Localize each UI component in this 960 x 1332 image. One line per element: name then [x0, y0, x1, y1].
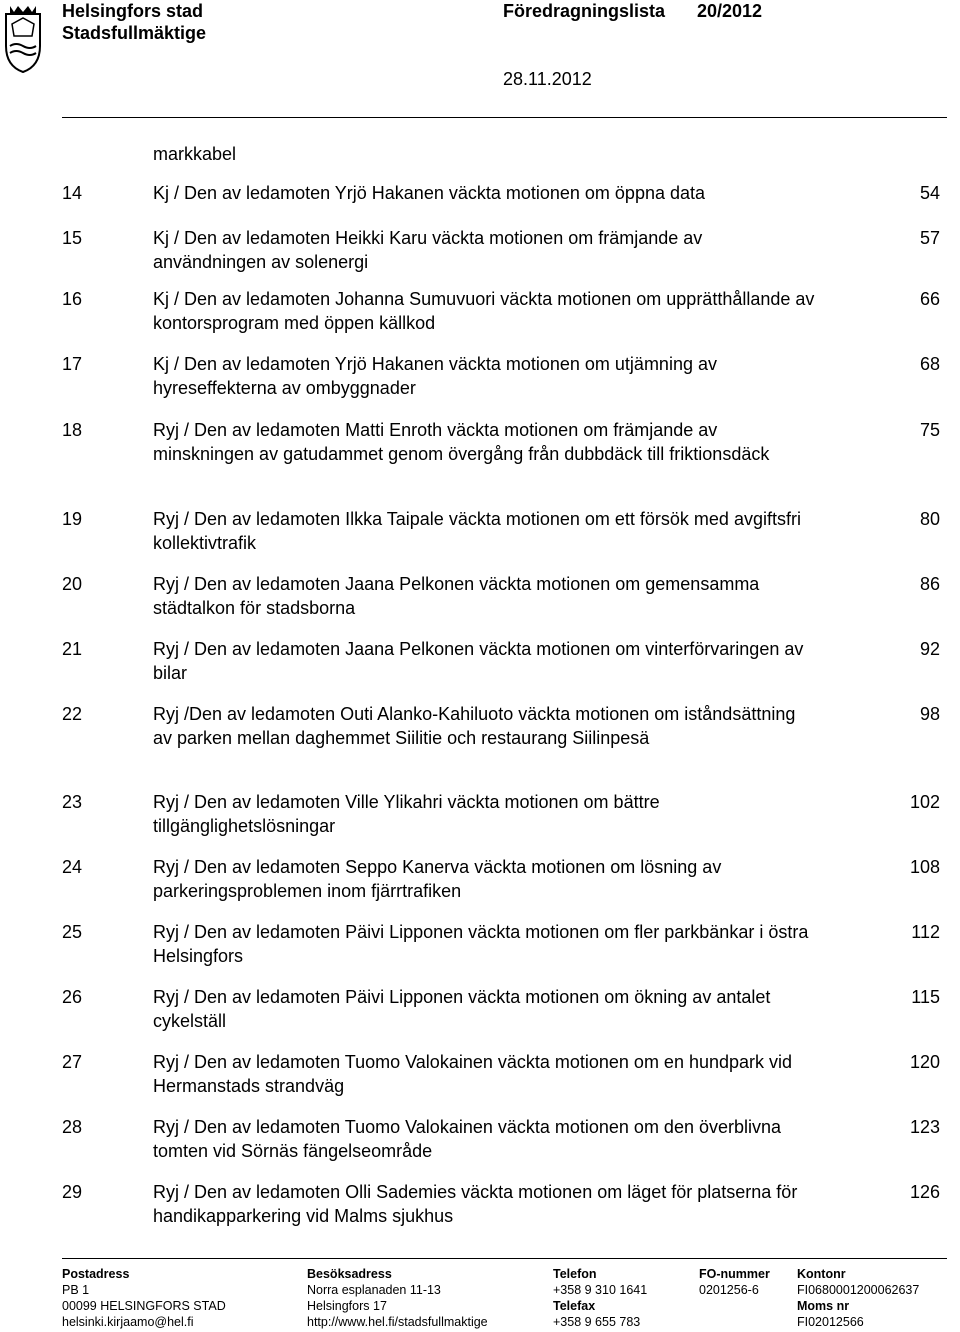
agenda-item-page: 123	[909, 1117, 940, 1137]
moms-label: Moms nr	[797, 1299, 850, 1313]
agenda-item-number: 15	[62, 228, 83, 248]
agenda-item-page: 57	[919, 228, 940, 248]
agenda-item-page: 115	[911, 987, 940, 1007]
agenda-item-number: 18	[62, 420, 83, 440]
website-link[interactable]: http://www.hel.fi/stadsfullmaktige	[307, 1315, 488, 1329]
agenda-item-title: Ryj /Den av ledamoten Outi Alanko-Kahiluoto väckta motionen om iståndsättning av parken mellan daghemmet Siilitie och restaurang Siilinpesä	[153, 704, 796, 748]
agenda-item-title: Kj / Den av ledamoten Yrjö Hakanen väckta motionen om öppna data	[153, 183, 706, 203]
agenda-item-title: Ryj / Den av ledamoten Seppo Kanerva väckta motionen om lösning av parkeringsproblemen inom fjärrtrafiken	[153, 857, 722, 901]
agenda-item-page: 98	[919, 704, 940, 724]
agenda-item-number: 21	[62, 639, 83, 659]
besoksadress-label: Besöksadress	[307, 1267, 392, 1281]
agenda-item-page: 54	[919, 183, 940, 203]
agenda-item-title: Ryj / Den av ledamoten Päivi Lipponen väckta motionen om ökning av antalet cykelställ	[153, 987, 771, 1031]
kontonr-value: FI0680001200062637	[797, 1283, 920, 1297]
agenda-item-page: 80	[919, 509, 940, 529]
doc-type: Föredragningslista	[503, 1, 666, 21]
agenda-item-number: 14	[62, 183, 83, 203]
agenda-item-page: 120	[909, 1052, 940, 1072]
agenda-item-number: 19	[62, 509, 83, 529]
email-link[interactable]: helsinki.kirjaamo@hel.fi	[62, 1315, 194, 1329]
agenda-item-page: 68	[919, 354, 940, 374]
agenda-item-number: 22	[62, 704, 83, 724]
besoksadress-line: Helsingfors 17	[307, 1299, 387, 1313]
agenda-item-page: 92	[919, 639, 940, 659]
agenda-item-title: Ryj / Den av ledamoten Olli Sademies väckta motionen om läget för platserna för handikapparkering vid Malms sjukhus	[153, 1182, 798, 1226]
body-name: Stadsfullmäktige	[62, 23, 207, 43]
fo-label: FO-nummer	[699, 1267, 770, 1281]
agenda-item-page: 108	[909, 857, 940, 877]
agenda-item-number: 20	[62, 574, 83, 594]
kontonr-label: Kontonr	[797, 1267, 846, 1281]
moms-value: FI02012566	[797, 1315, 864, 1329]
telefax-value: +358 9 655 783	[553, 1315, 641, 1329]
telefon-value: +358 9 310 1641	[553, 1283, 648, 1297]
agenda-item-title: Kj / Den av ledamoten Johanna Sumuvuori väckta motionen om upprätthållande av kontorsprogram med öppen källkod	[153, 289, 815, 333]
agenda-item-number: 28	[62, 1117, 83, 1137]
agenda-item-number: 27	[62, 1052, 83, 1072]
agenda-item-title: Ryj / Den av ledamoten Ville Ylikahri väckta motionen om bättre tillgänglighetslösningar	[153, 792, 660, 836]
agenda-item-title: Ryj / Den av ledamoten Päivi Lipponen väckta motionen om fler parkbänkar i östra Helsingfors	[153, 922, 809, 966]
agenda-item-number: 24	[62, 857, 83, 877]
agenda-item-page: 86	[919, 574, 940, 594]
agenda-item-title: Ryj / Den av ledamoten Tuomo Valokainen väckta motionen om den överblivna tomten vid Sörnäs fängelseområde	[153, 1117, 782, 1161]
footer-rule	[62, 1258, 947, 1259]
postadress-line: PB 1	[62, 1283, 90, 1297]
meeting-date: 28.11.2012	[503, 69, 592, 89]
agenda-item-title: Ryj / Den av ledamoten Ilkka Taipale väckta motionen om ett försök med avgiftsfri kollektivtrafik	[153, 509, 801, 553]
besoksadress-line: Norra esplanaden 11-13	[307, 1283, 441, 1297]
agenda-item-number: 25	[62, 922, 83, 942]
agenda-item-title: Kj / Den av ledamoten Heikki Karu väckta motionen om främjande av användningen av solenergi	[153, 228, 703, 272]
agenda-item-number: 16	[62, 289, 83, 309]
header-rule	[62, 117, 947, 118]
postadress-line: 00099 HELSINGFORS STAD	[62, 1299, 226, 1313]
doc-number: 20/2012	[697, 1, 763, 21]
agenda-item-page: 126	[909, 1182, 940, 1202]
agenda-item-number: 23	[62, 792, 83, 812]
agenda-item-title: Ryj / Den av ledamoten Tuomo Valokainen väckta motionen om en hundpark vid Hermanstads strandväg	[153, 1052, 793, 1096]
agenda-item-number: 17	[62, 354, 83, 374]
helsinki-crest-icon	[2, 2, 44, 74]
agenda-item-page: 102	[909, 792, 940, 812]
fo-value: 0201256-6	[699, 1283, 759, 1297]
agenda-item-page: 66	[919, 289, 940, 309]
agenda-item-number: 29	[62, 1182, 83, 1202]
agenda-item-title: Ryj / Den av ledamoten Jaana Pelkonen väckta motionen om vinterförvaringen av bilar	[153, 639, 804, 683]
org-name: Helsingfors stad	[62, 1, 204, 21]
agenda-item-title: Ryj / Den av ledamoten Jaana Pelkonen väckta motionen om gemensamma städtalkon för stadsborna	[153, 574, 760, 618]
telefax-label: Telefax	[553, 1299, 596, 1313]
agenda-item-page: 112	[911, 922, 940, 942]
agenda-item-number: 26	[62, 987, 83, 1007]
postadress-label: Postadress	[62, 1267, 130, 1281]
telefon-label: Telefon	[553, 1267, 597, 1281]
agenda-item-title: Kj / Den av ledamoten Yrjö Hakanen väckta motionen om utjämning av hyreseffekterna av ombyggnader	[153, 354, 717, 398]
agenda-item-title: Ryj / Den av ledamoten Matti Enroth väckta motionen om främjande av minskningen av gatudammet genom övergång från dubbdäck till friktionsdäck	[153, 420, 770, 464]
agenda-item-page: 75	[919, 420, 940, 440]
